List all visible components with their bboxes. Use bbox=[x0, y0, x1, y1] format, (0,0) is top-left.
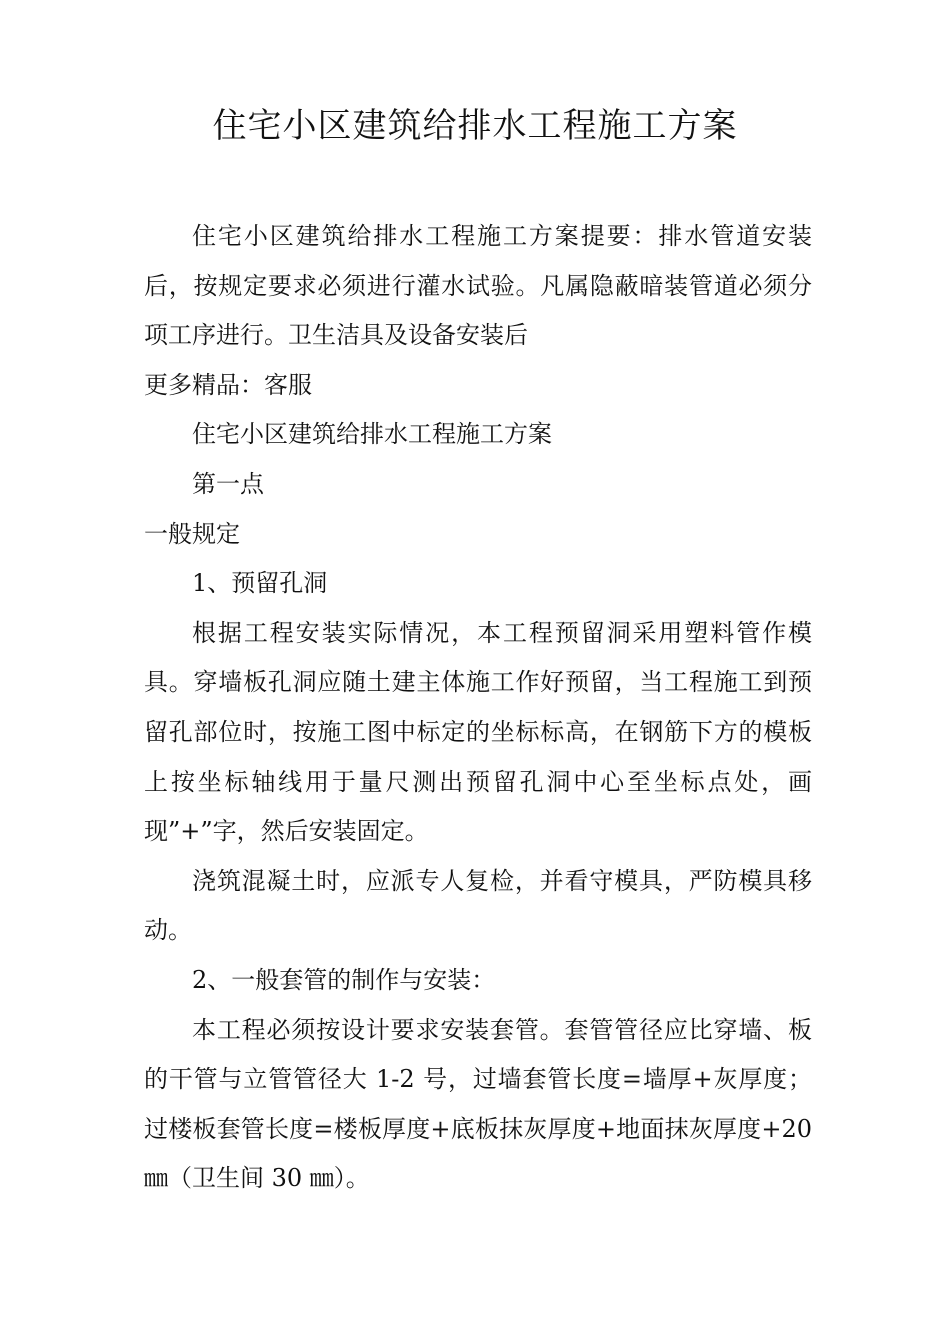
section-heading: 第一点 bbox=[192, 469, 264, 498]
paragraph-sleeve-installation: 本工程必须按设计要求安装套管。套管管径应比穿墙、板的干管与立管管径大 1-2 号，过墙套管长度=墙厚+灰厚度；过楼板套管长度=楼板厚度+底板抹灰厚度+地面抹灰厚度+20 ㎜（卫生间 30 ㎜）。 bbox=[144, 1015, 812, 1193]
item-heading-2: 2、一般套管的制作与安装： bbox=[192, 965, 496, 994]
document-body bbox=[144, 212, 812, 1204]
paragraph-subtitle: 住宅小区建筑给排水工程施工方案 bbox=[192, 420, 552, 449]
paragraph-concrete-pouring: 浇筑混凝土时，应派专人复检，并看守模具，严防模具移动。 bbox=[144, 866, 812, 945]
paragraph-reserved-holes: 根据工程安装实际情况，本工程预留洞采用塑料管作模具。穿墙板孔洞应随土建主体施工作好预留，当工程施工到预留孔部位时，按施工图中标定的坐标标高，在钢筋下方的模板上按坐标轴线用于量尺测出预留孔洞中心至坐标点处，画现”+”字，然后安装固定。 bbox=[144, 618, 812, 846]
paragraph-summary: 住宅小区建筑给排水工程施工方案提要：排水管道安装后，按规定要求必须进行灌水试验。凡属隐蔽暗装管道必须分项工序进行。卫生洁具及设备安装后 bbox=[144, 222, 812, 350]
document-title: 住宅小区建筑给排水工程施工方案 bbox=[212, 106, 738, 146]
section-subheading: 一般规定 bbox=[144, 519, 240, 548]
paragraph-more-info: 更多精品：客服 bbox=[144, 370, 312, 399]
item-heading-1: 1、预留孔洞 bbox=[192, 569, 328, 598]
